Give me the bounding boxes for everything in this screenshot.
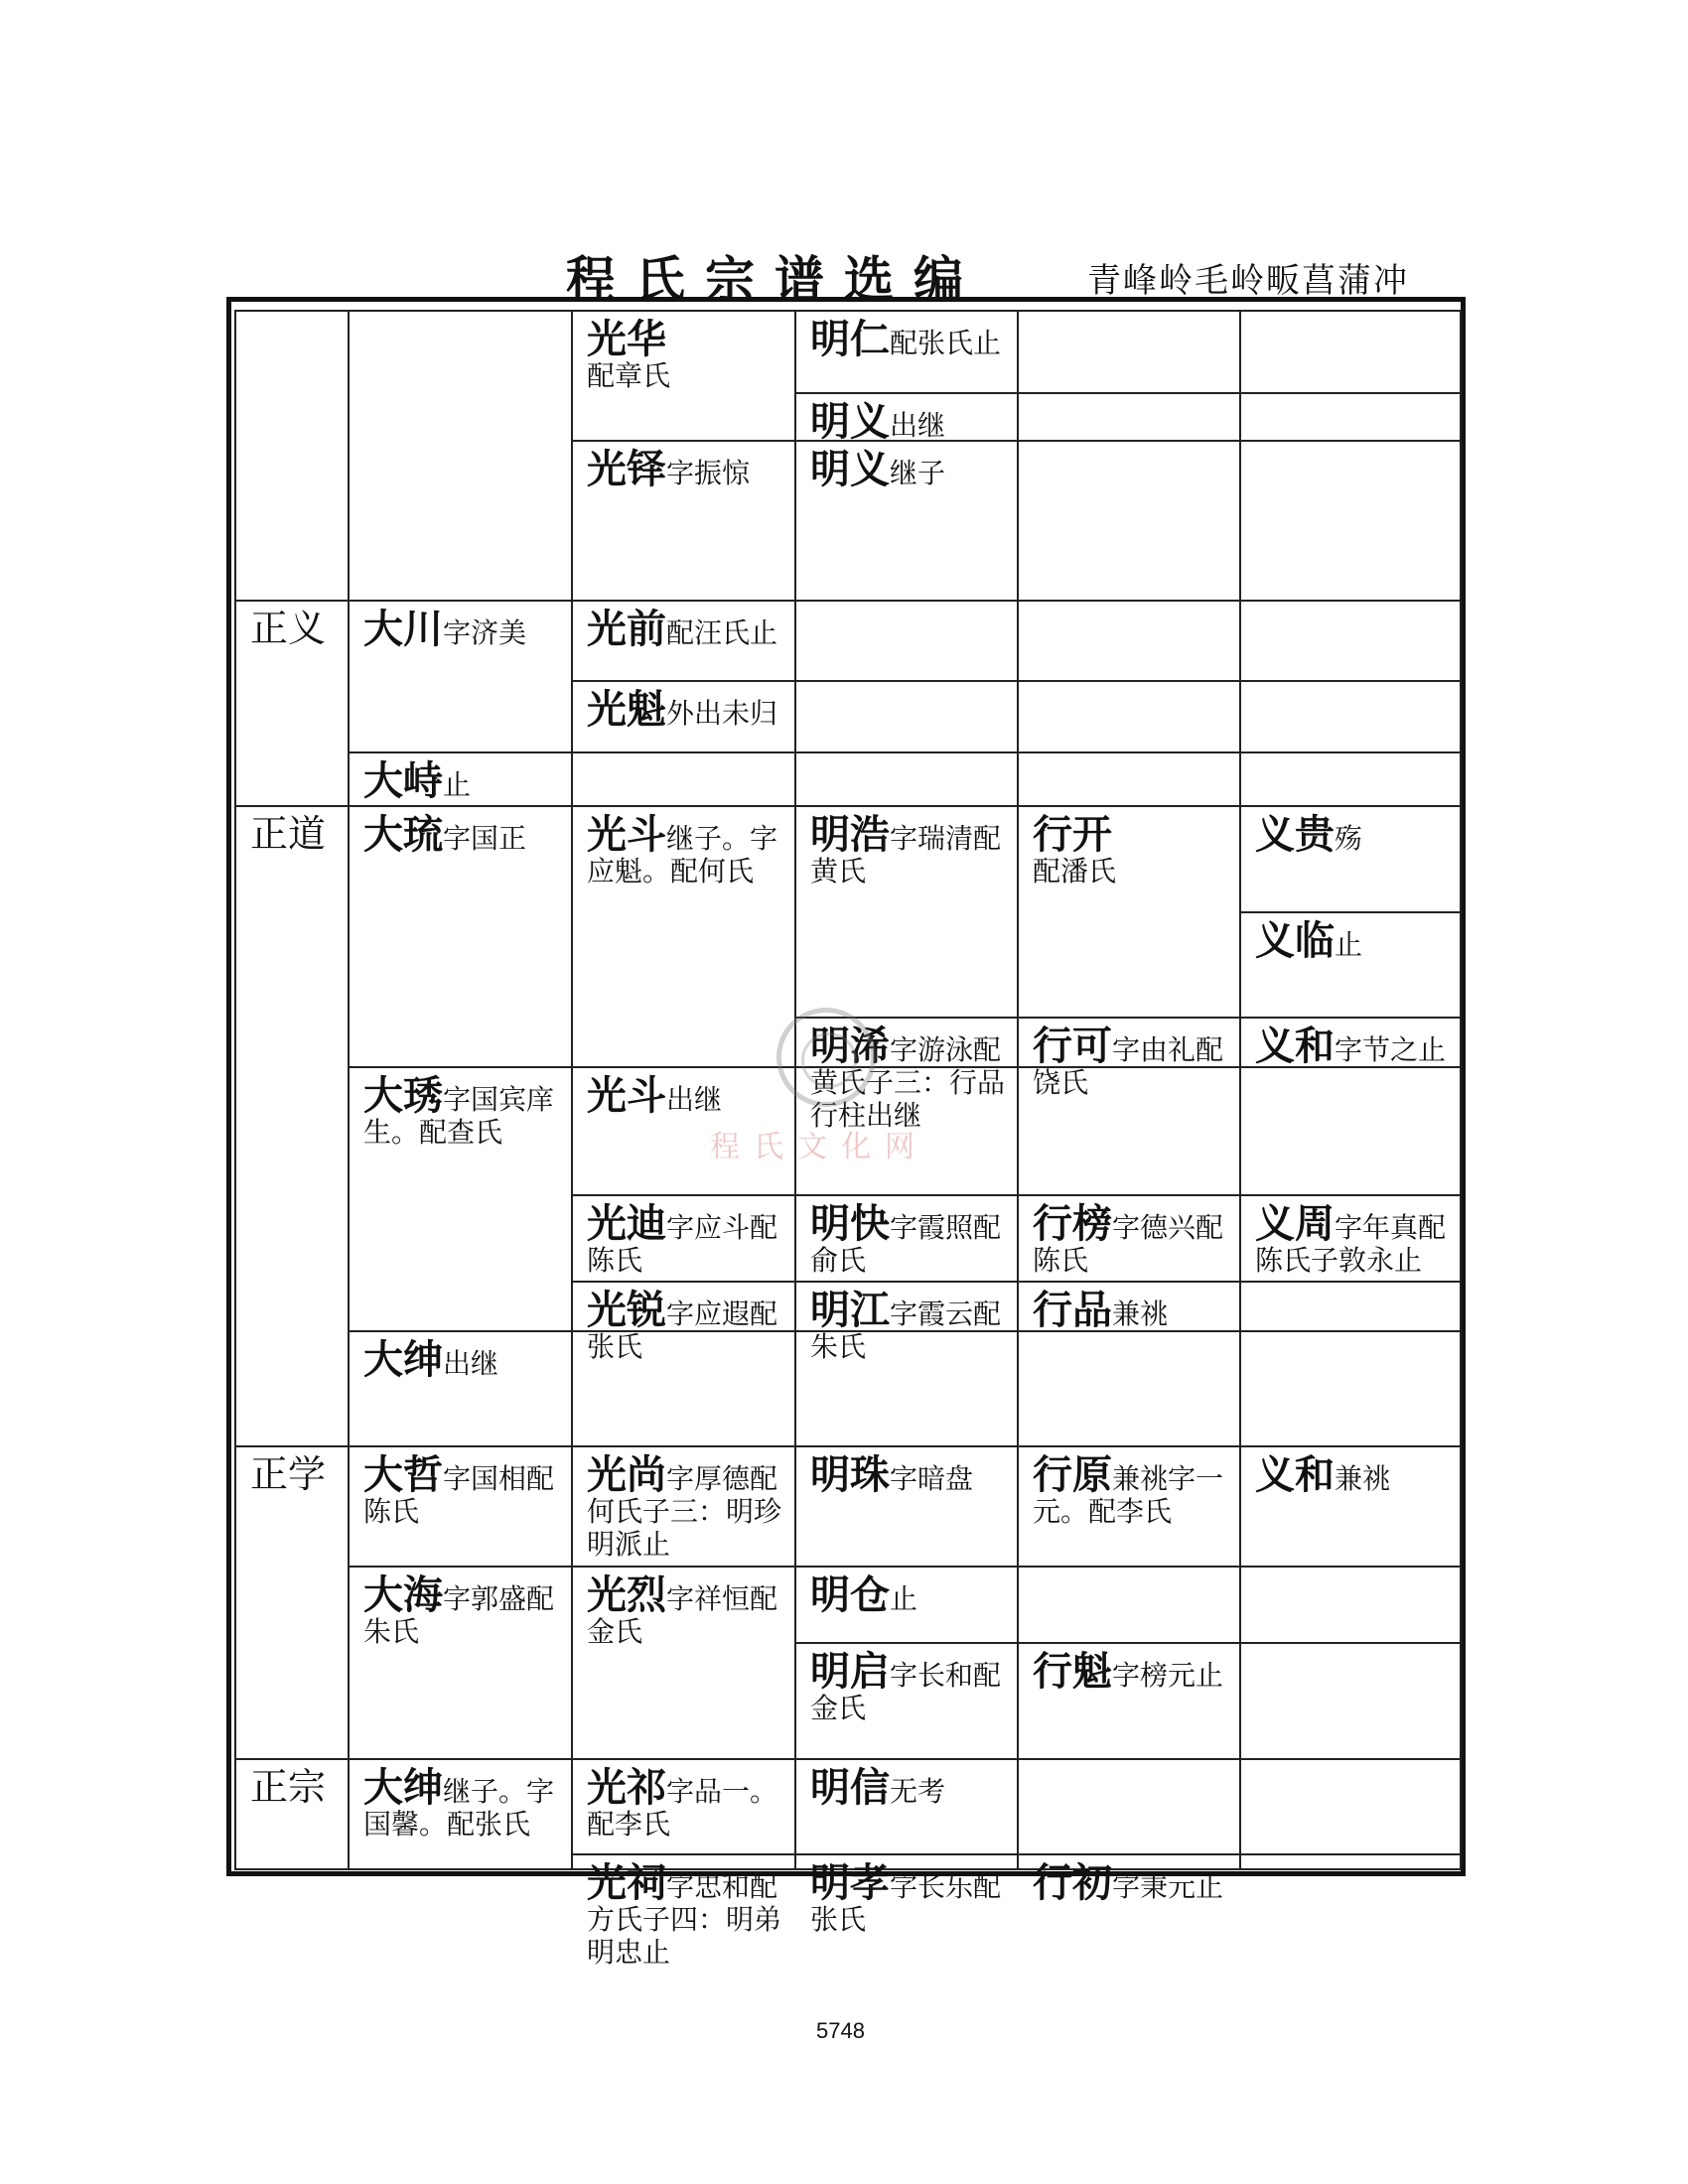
person-name: 光铎 xyxy=(587,447,666,492)
person-name: 明浩 xyxy=(810,812,890,858)
person-cell xyxy=(1017,1758,1241,1855)
person-cell xyxy=(571,751,796,807)
person-note: 字品一。配李氏 xyxy=(587,1775,778,1842)
person-note: 外出未归 xyxy=(666,697,778,730)
person-note: 出继 xyxy=(890,409,946,442)
person-note: 字济美 xyxy=(443,616,527,649)
person-cell xyxy=(1017,1330,1241,1447)
person-note: 字瑞清配黄氏 xyxy=(810,822,1002,888)
person-note: 字忠和配方氏子四：明弟明忠止 xyxy=(587,1870,782,1970)
person-cell xyxy=(1239,1566,1462,1644)
person-note: 字游泳配黄氏子三：行品行柱出继 xyxy=(810,1033,1006,1133)
person-cell xyxy=(571,1853,796,1970)
person-cell xyxy=(571,1281,796,1364)
person-note: 继子 xyxy=(890,457,946,489)
person-cell xyxy=(1239,310,1462,394)
person-name: 明启 xyxy=(810,1649,890,1695)
person-note: 止 xyxy=(1335,928,1363,961)
person-cell xyxy=(1239,1017,1462,1068)
person-cell xyxy=(794,680,1019,753)
person-name: 义临 xyxy=(1255,918,1335,964)
person-cell xyxy=(348,805,573,1068)
page-subtitle: 青峰岭毛岭畈菖蒲冲 xyxy=(1087,261,1409,301)
person-cell xyxy=(794,1566,1019,1644)
person-cell xyxy=(571,1194,796,1283)
person-cell xyxy=(348,1566,573,1760)
person-cell xyxy=(1239,1853,1462,1870)
generation-cell xyxy=(234,600,350,807)
person-name: 明江 xyxy=(810,1288,890,1333)
person-name: 光尚 xyxy=(587,1452,666,1498)
person-cell xyxy=(1017,600,1241,682)
person-note: 字秉元止 xyxy=(1112,1870,1224,1903)
person-name: 义和 xyxy=(1255,1024,1335,1069)
person-cell xyxy=(571,440,796,602)
person-cell xyxy=(1239,1642,1462,1760)
person-name: 光斗 xyxy=(587,812,666,858)
person-name: 行榜 xyxy=(1033,1201,1112,1247)
person-note: 字长和配金氏 xyxy=(810,1659,1002,1725)
person-cell xyxy=(794,1445,1019,1568)
person-note: 字长乐配张氏 xyxy=(810,1870,1002,1937)
person-name: 明快 xyxy=(810,1201,890,1247)
person-cell xyxy=(1239,600,1462,682)
person-cell xyxy=(1017,1281,1241,1332)
person-cell xyxy=(1017,392,1241,442)
person-note: 兼祧 xyxy=(1112,1297,1169,1330)
person-name: 行魁 xyxy=(1033,1649,1112,1695)
person-note: 字国相配陈氏 xyxy=(363,1462,555,1529)
person-name: 行初 xyxy=(1033,1860,1112,1906)
person-note: 字祥恒配金氏 xyxy=(587,1582,778,1649)
person-note: 配章氏 xyxy=(587,359,671,392)
person-cell xyxy=(1017,310,1241,394)
generation-cell xyxy=(234,1758,350,1870)
person-cell xyxy=(1239,1330,1462,1447)
generation-cell xyxy=(234,1445,350,1760)
person-note: 继子。字应魁。配何氏 xyxy=(587,822,778,888)
person-name: 大琇 xyxy=(363,1073,443,1119)
person-cell xyxy=(794,1642,1019,1760)
person-name: 义周 xyxy=(1255,1201,1335,1247)
person-name: 明仁 xyxy=(810,317,890,362)
person-name: 行原 xyxy=(1033,1452,1112,1498)
person-name: 大琉 xyxy=(363,812,443,858)
person-name: 光华 xyxy=(587,317,666,362)
generation-label: 正学 xyxy=(250,1452,327,1496)
person-cell xyxy=(348,310,573,602)
person-cell xyxy=(794,805,1019,1019)
person-cell xyxy=(571,1566,796,1760)
watermark-seal-icon xyxy=(776,1008,876,1107)
person-cell xyxy=(348,1330,573,1447)
generation-label: 正道 xyxy=(250,812,327,856)
person-name: 行可 xyxy=(1033,1024,1112,1069)
person-cell xyxy=(1017,1066,1241,1196)
person-cell xyxy=(1017,1642,1241,1760)
person-note: 字德兴配陈氏 xyxy=(1033,1211,1224,1278)
watermark-text: 程氏文化网 xyxy=(710,1130,928,1164)
person-cell xyxy=(1239,911,1462,1019)
person-name: 明珠 xyxy=(810,1452,890,1498)
person-name: 大川 xyxy=(363,607,443,652)
person-name: 行开 xyxy=(1033,812,1112,858)
person-note: 字节之止 xyxy=(1335,1033,1447,1066)
person-note: 继子。字国馨。配张氏 xyxy=(363,1775,555,1842)
person-note: 字霞照配俞氏 xyxy=(810,1211,1002,1278)
person-name: 明义 xyxy=(810,399,890,445)
person-cell xyxy=(1239,1066,1462,1196)
generation-label: 正宗 xyxy=(250,1765,327,1809)
person-name: 行品 xyxy=(1033,1288,1112,1333)
person-cell xyxy=(1239,1194,1462,1283)
person-name: 光迪 xyxy=(587,1201,666,1247)
person-name: 明义 xyxy=(810,447,890,492)
person-cell xyxy=(794,392,1019,445)
person-cell xyxy=(571,1758,796,1855)
person-cell xyxy=(794,310,1019,394)
person-name: 光祠 xyxy=(587,1860,666,1906)
person-cell xyxy=(571,1445,796,1568)
person-cell xyxy=(1017,1566,1241,1644)
page-number: 5748 xyxy=(816,2018,865,2043)
person-cell xyxy=(571,1330,796,1447)
person-cell xyxy=(1017,805,1241,1019)
person-name: 大海 xyxy=(363,1572,443,1618)
person-cell xyxy=(348,600,573,753)
person-name: 明仓 xyxy=(810,1572,890,1618)
person-cell xyxy=(794,1194,1019,1283)
person-cell xyxy=(794,600,1019,682)
person-name: 义和 xyxy=(1255,1452,1335,1498)
person-cell xyxy=(571,680,796,753)
person-name: 大绅 xyxy=(363,1337,443,1383)
person-cell xyxy=(794,751,1019,807)
person-note: 字年真配陈氏子敦永止 xyxy=(1255,1211,1447,1278)
person-cell xyxy=(348,1758,573,1870)
person-cell xyxy=(348,1445,573,1568)
person-name: 光祁 xyxy=(587,1765,666,1811)
person-note: 止 xyxy=(443,768,472,801)
person-cell xyxy=(794,440,1019,602)
person-cell xyxy=(1239,680,1462,753)
person-cell xyxy=(1239,392,1462,442)
person-name: 光斗 xyxy=(587,1073,666,1119)
person-cell xyxy=(1239,805,1462,913)
person-cell xyxy=(1239,1758,1462,1855)
person-note: 配潘氏 xyxy=(1033,855,1117,887)
person-name: 光烈 xyxy=(587,1572,666,1618)
person-name: 明信 xyxy=(810,1765,890,1811)
person-cell xyxy=(794,1281,1019,1364)
person-cell xyxy=(794,1853,1019,1937)
person-name: 大绅 xyxy=(363,1765,443,1811)
person-name: 大峙 xyxy=(363,758,443,804)
generation-label: 正义 xyxy=(250,607,327,650)
person-note: 字国正 xyxy=(443,822,527,855)
person-name: 光魁 xyxy=(587,687,666,733)
person-cell xyxy=(1017,440,1241,602)
page-title: 程氏宗谱选编 xyxy=(566,251,983,309)
person-note: 兼祧 xyxy=(1335,1462,1391,1495)
person-name: 光前 xyxy=(587,607,666,652)
person-cell xyxy=(571,600,796,682)
person-cell xyxy=(1239,1281,1462,1332)
person-note: 出继 xyxy=(666,1083,723,1116)
person-cell xyxy=(794,1330,1019,1447)
person-cell xyxy=(1017,1445,1241,1568)
person-cell xyxy=(348,751,573,807)
person-note: 字国宾庠生。配查氏 xyxy=(363,1083,555,1150)
person-note: 字暗盘 xyxy=(890,1462,974,1495)
person-note: 无考 xyxy=(890,1775,946,1808)
person-name: 明孝 xyxy=(810,1860,890,1906)
person-note: 兼祧字一元。配李氏 xyxy=(1033,1462,1224,1529)
person-cell xyxy=(1239,440,1462,602)
person-note: 配张氏止 xyxy=(890,327,1002,359)
person-cell xyxy=(571,805,796,1068)
person-note: 殇 xyxy=(1335,822,1363,855)
person-note: 字振惊 xyxy=(666,457,751,489)
person-note: 止 xyxy=(890,1582,918,1615)
person-note: 配汪氏止 xyxy=(666,616,778,649)
person-name: 光锐 xyxy=(587,1288,666,1333)
person-note: 字由礼配饶氏 xyxy=(1033,1033,1224,1100)
person-cell xyxy=(1017,1853,1241,1906)
person-cell xyxy=(1017,680,1241,753)
person-note: 字霞云配朱氏 xyxy=(810,1297,1002,1364)
person-cell xyxy=(348,1066,573,1332)
person-cell xyxy=(1239,1445,1462,1568)
person-cell xyxy=(1017,751,1241,807)
person-cell xyxy=(571,310,796,442)
person-cell xyxy=(1017,1017,1241,1100)
person-note: 字应斗配陈氏 xyxy=(587,1211,778,1278)
person-note: 字榜元止 xyxy=(1112,1659,1224,1692)
person-name: 义贵 xyxy=(1255,812,1335,858)
person-name: 大哲 xyxy=(363,1452,443,1498)
person-cell xyxy=(1239,751,1462,807)
person-name: 明浠 xyxy=(810,1024,890,1069)
generation-cell xyxy=(234,310,350,602)
person-note: 字厚德配何氏子三：明珍明派止 xyxy=(587,1462,782,1562)
person-cell xyxy=(794,1758,1019,1855)
person-note: 字应遐配张氏 xyxy=(587,1297,778,1364)
person-note: 出继 xyxy=(443,1347,499,1380)
person-cell xyxy=(1017,1194,1241,1283)
generation-cell xyxy=(234,805,350,1447)
person-note: 字郭盛配朱氏 xyxy=(363,1582,555,1649)
